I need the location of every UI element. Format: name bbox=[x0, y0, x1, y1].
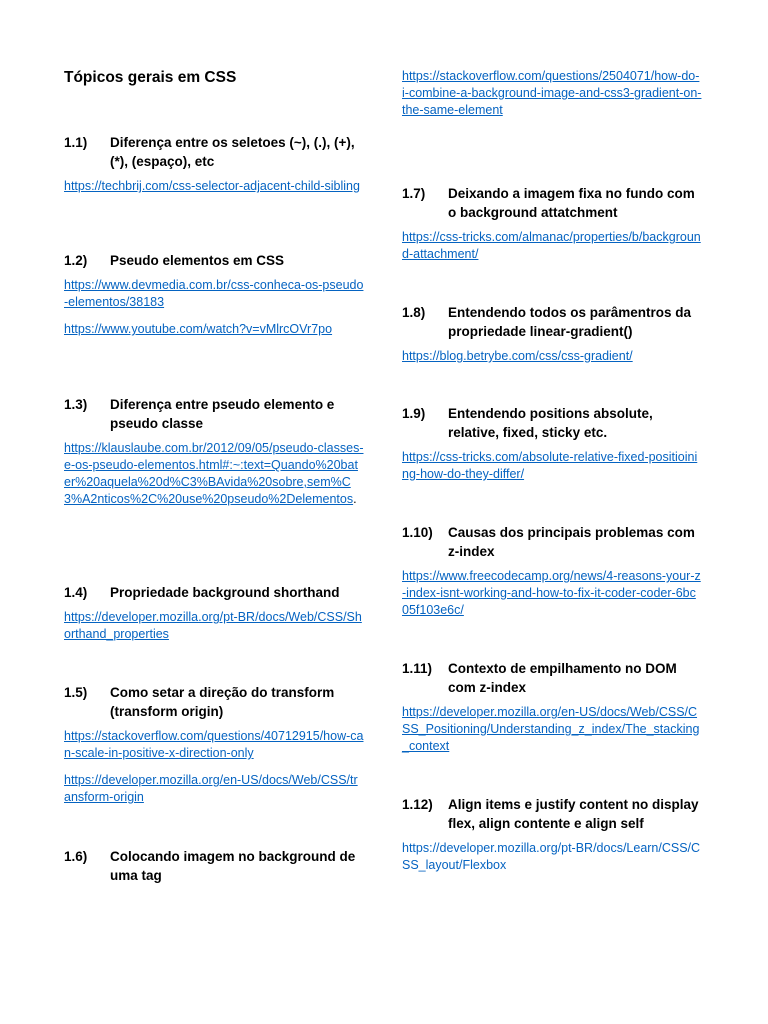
section-1-9 bbox=[402, 404, 702, 483]
section-1-5 bbox=[64, 683, 364, 806]
section-heading bbox=[402, 303, 702, 341]
section-1-12 bbox=[402, 795, 702, 874]
section-heading bbox=[64, 583, 364, 602]
section-number: 1.11) bbox=[402, 661, 433, 676]
section-heading bbox=[402, 523, 702, 561]
reference-link[interactable]: https://www.youtube.com/watch?v=vMlrcOVr7po bbox=[64, 322, 333, 336]
section-heading bbox=[402, 404, 702, 442]
section-1-3 bbox=[64, 395, 364, 508]
reference-link[interactable]: https://stackoverflow.com/questions/40712915/how-can-scale-in-positive-x-direction-only bbox=[64, 729, 364, 760]
section-1-10 bbox=[402, 523, 702, 619]
section-number: 1.3) bbox=[64, 397, 88, 412]
section-title: Como setar a direção do transform (transform origin) bbox=[110, 685, 335, 719]
section-title: Colocando imagem no background de uma tag bbox=[110, 849, 356, 883]
section-heading bbox=[64, 395, 364, 433]
continued-link-block bbox=[402, 68, 702, 119]
reference-link[interactable]: https://stackoverflow.com/questions/2504071/how-do-i-combine-a-background-image-and-css3-gradient-on-the-same-element bbox=[402, 69, 702, 117]
reference-link[interactable]: https://developer.mozilla.org/pt-BR/docs/Learn/CSS/CSS_layout/Flexbox bbox=[402, 841, 701, 872]
section-number: 1.4) bbox=[64, 585, 88, 600]
section-heading bbox=[402, 659, 702, 697]
section-1-6 bbox=[64, 847, 364, 885]
reference-link[interactable]: https://css-tricks.com/absolute-relative-fixed-positioining-how-do-they-differ/ bbox=[402, 450, 698, 481]
section-title: Contexto de empilhamento no DOM com z-index bbox=[448, 661, 677, 695]
section-heading bbox=[64, 683, 364, 721]
section-number: 1.1) bbox=[64, 135, 88, 150]
reference-link[interactable]: https://blog.betrybe.com/css/css-gradient/ bbox=[402, 349, 633, 363]
section-number: 1.8) bbox=[402, 305, 426, 320]
section-number: 1.5) bbox=[64, 685, 88, 700]
section-heading bbox=[402, 795, 702, 833]
section-1-1 bbox=[64, 133, 364, 195]
reference-link[interactable]: https://klauslaube.com.br/2012/09/05/pseudo-classes-e-os-pseudo-elementos.html#:~:text=Quando%20bater%20aquela%20d%C3%BAvida%20sobre,sem%C3%A2nticos%2C%20use%20pseudo%2Delementos bbox=[64, 441, 364, 506]
section-title: Entendendo todos os parâmentros da propriedade linear-gradient() bbox=[448, 305, 692, 339]
section-1-8 bbox=[402, 303, 702, 365]
section-title: Align items e justify content no display flex, align contente e align self bbox=[448, 797, 699, 831]
section-title: Propriedade background shorthand bbox=[110, 585, 340, 600]
section-1-4 bbox=[64, 583, 364, 643]
section-1-7 bbox=[402, 184, 702, 263]
reference-link[interactable]: https://www.devmedia.com.br/css-conheca-os-pseudo-elementos/38183 bbox=[64, 278, 364, 309]
section-title: Entendendo positions absolute, relative, fixed, sticky etc. bbox=[448, 406, 653, 440]
section-number: 1.12) bbox=[402, 797, 433, 812]
section-title: Pseudo elementos em CSS bbox=[110, 253, 285, 268]
section-number: 1.10) bbox=[402, 525, 433, 540]
reference-link-wrapper bbox=[64, 440, 364, 508]
reference-link[interactable]: https://css-tricks.com/almanac/properties/b/background-attachment/ bbox=[402, 230, 701, 261]
reference-link[interactable]: https://developer.mozilla.org/pt-BR/docs/Web/CSS/Shorthand_properties bbox=[64, 610, 362, 641]
section-title: Deixando a imagem fixa no fundo com o background attatchment bbox=[448, 186, 695, 220]
section-number: 1.6) bbox=[64, 849, 88, 864]
section-1-11 bbox=[402, 659, 702, 755]
trailing-period: . bbox=[353, 492, 357, 506]
section-1-2 bbox=[64, 251, 364, 338]
section-title: Diferença entre os seletoes (~), (.), (+), (*), (espaço), etc bbox=[110, 135, 355, 169]
section-title: Causas dos principais problemas com z-index bbox=[448, 525, 695, 559]
section-heading bbox=[64, 847, 364, 885]
reference-link[interactable]: https://techbrij.com/css-selector-adjacent-child-sibling bbox=[64, 179, 360, 193]
reference-link[interactable]: https://developer.mozilla.org/en-US/docs/Web/CSS/transform-origin bbox=[64, 773, 358, 804]
section-heading bbox=[64, 133, 364, 171]
section-number: 1.7) bbox=[402, 186, 426, 201]
section-number: 1.2) bbox=[64, 253, 88, 268]
reference-link[interactable]: https://www.freecodecamp.org/news/4-reasons-your-z-index-isnt-working-and-how-to-fix-it-coder-coder-6bc05f103e6c/ bbox=[402, 569, 701, 617]
page-title: Tópicos gerais em CSS bbox=[64, 69, 237, 86]
section-title: Diferença entre pseudo elemento e pseudo classe bbox=[110, 397, 335, 431]
section-heading bbox=[402, 184, 702, 222]
section-heading bbox=[64, 251, 364, 270]
section-number: 1.9) bbox=[402, 406, 426, 421]
reference-link[interactable]: https://developer.mozilla.org/en-US/docs/Web/CSS/CSS_Positioning/Understanding_z_index/The_stacking_context bbox=[402, 705, 700, 753]
